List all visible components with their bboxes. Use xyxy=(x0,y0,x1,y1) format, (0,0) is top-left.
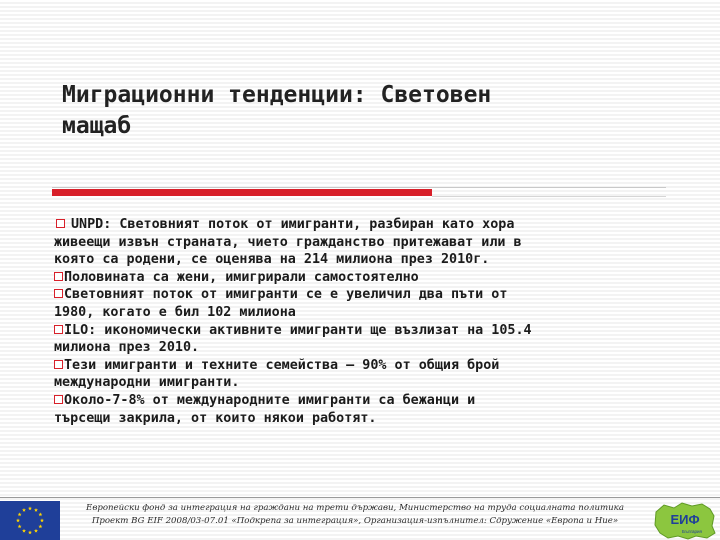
footer-divider xyxy=(0,497,720,498)
footer-credits xyxy=(70,502,640,528)
logo-subtext: България xyxy=(682,529,702,534)
footer-line-2: Проект BG EIF 2008/03-07.01 «Подкрепа за интеграция», Организация-изпълнител: Сдружение «Европа и Ние» xyxy=(91,516,619,526)
title-line-2: мащаб xyxy=(62,113,132,139)
eif-logo xyxy=(652,500,718,540)
eu-star-icon xyxy=(28,530,32,534)
eu-star-icon xyxy=(28,506,32,510)
slide-title xyxy=(62,80,702,142)
square-bullet-icon xyxy=(54,360,63,369)
slide-body xyxy=(54,216,674,427)
square-bullet-icon xyxy=(54,395,63,404)
title-divider-top xyxy=(52,187,666,188)
square-bullet-icon xyxy=(54,289,63,298)
body-line: Световният поток от имигранти се е увеличил два пъти от xyxy=(54,286,674,304)
eu-stars-icon xyxy=(0,501,60,540)
body-line: 1980, когато е бил 102 милиона xyxy=(54,304,296,320)
eu-star-icon xyxy=(16,518,20,522)
body-line: Половината са жени, имигрирали самостоятелно xyxy=(54,269,674,287)
body-line: UNPD: Световният поток от имигранти, разбиран като хора xyxy=(54,216,674,234)
body-line: живеещи извън страната, чието гражданство притежават или в xyxy=(54,234,522,250)
eu-star-icon xyxy=(38,512,42,516)
eu-star-icon xyxy=(18,524,22,528)
eu-star-icon xyxy=(34,508,38,512)
eu-star-icon xyxy=(18,512,22,516)
bulgaria-map-logo-icon xyxy=(652,500,718,540)
body-line: търсещи закрила, от които някои работят. xyxy=(54,410,377,426)
body-line: милиона през 2010. xyxy=(54,340,200,356)
footer-line-1: Европейски фонд за интеграция на граждани на трети държави, Министерство на труда социалната политика xyxy=(86,503,624,513)
body-line: Около-7-8% от международните имигранти са бежанци и xyxy=(54,392,674,410)
body-line: която са родени, се оценява на 214 милиона през 2010г. xyxy=(54,252,490,268)
title-accent-bar xyxy=(52,189,432,196)
eu-star-icon xyxy=(22,508,26,512)
title-divider-bottom xyxy=(432,196,666,197)
eu-star-icon xyxy=(34,529,38,533)
square-bullet-icon xyxy=(56,219,65,228)
body-line: ILO: икономически активните имигранти ще възлизат на 105.4 xyxy=(54,322,674,340)
body-line: Тези имигранти и техните семейства – 90% от общия брой xyxy=(54,357,674,375)
title-line-1: Миграционни тенденции: Световен xyxy=(62,82,492,108)
eu-star-icon xyxy=(40,518,44,522)
square-bullet-icon xyxy=(54,325,63,334)
eu-star-icon xyxy=(38,524,42,528)
eu-star-icon xyxy=(22,529,26,533)
logo-text: ЕИФ xyxy=(670,512,700,527)
square-bullet-icon xyxy=(54,272,63,281)
body-line: международни имигранти. xyxy=(54,375,240,391)
eu-flag-icon xyxy=(0,501,60,540)
